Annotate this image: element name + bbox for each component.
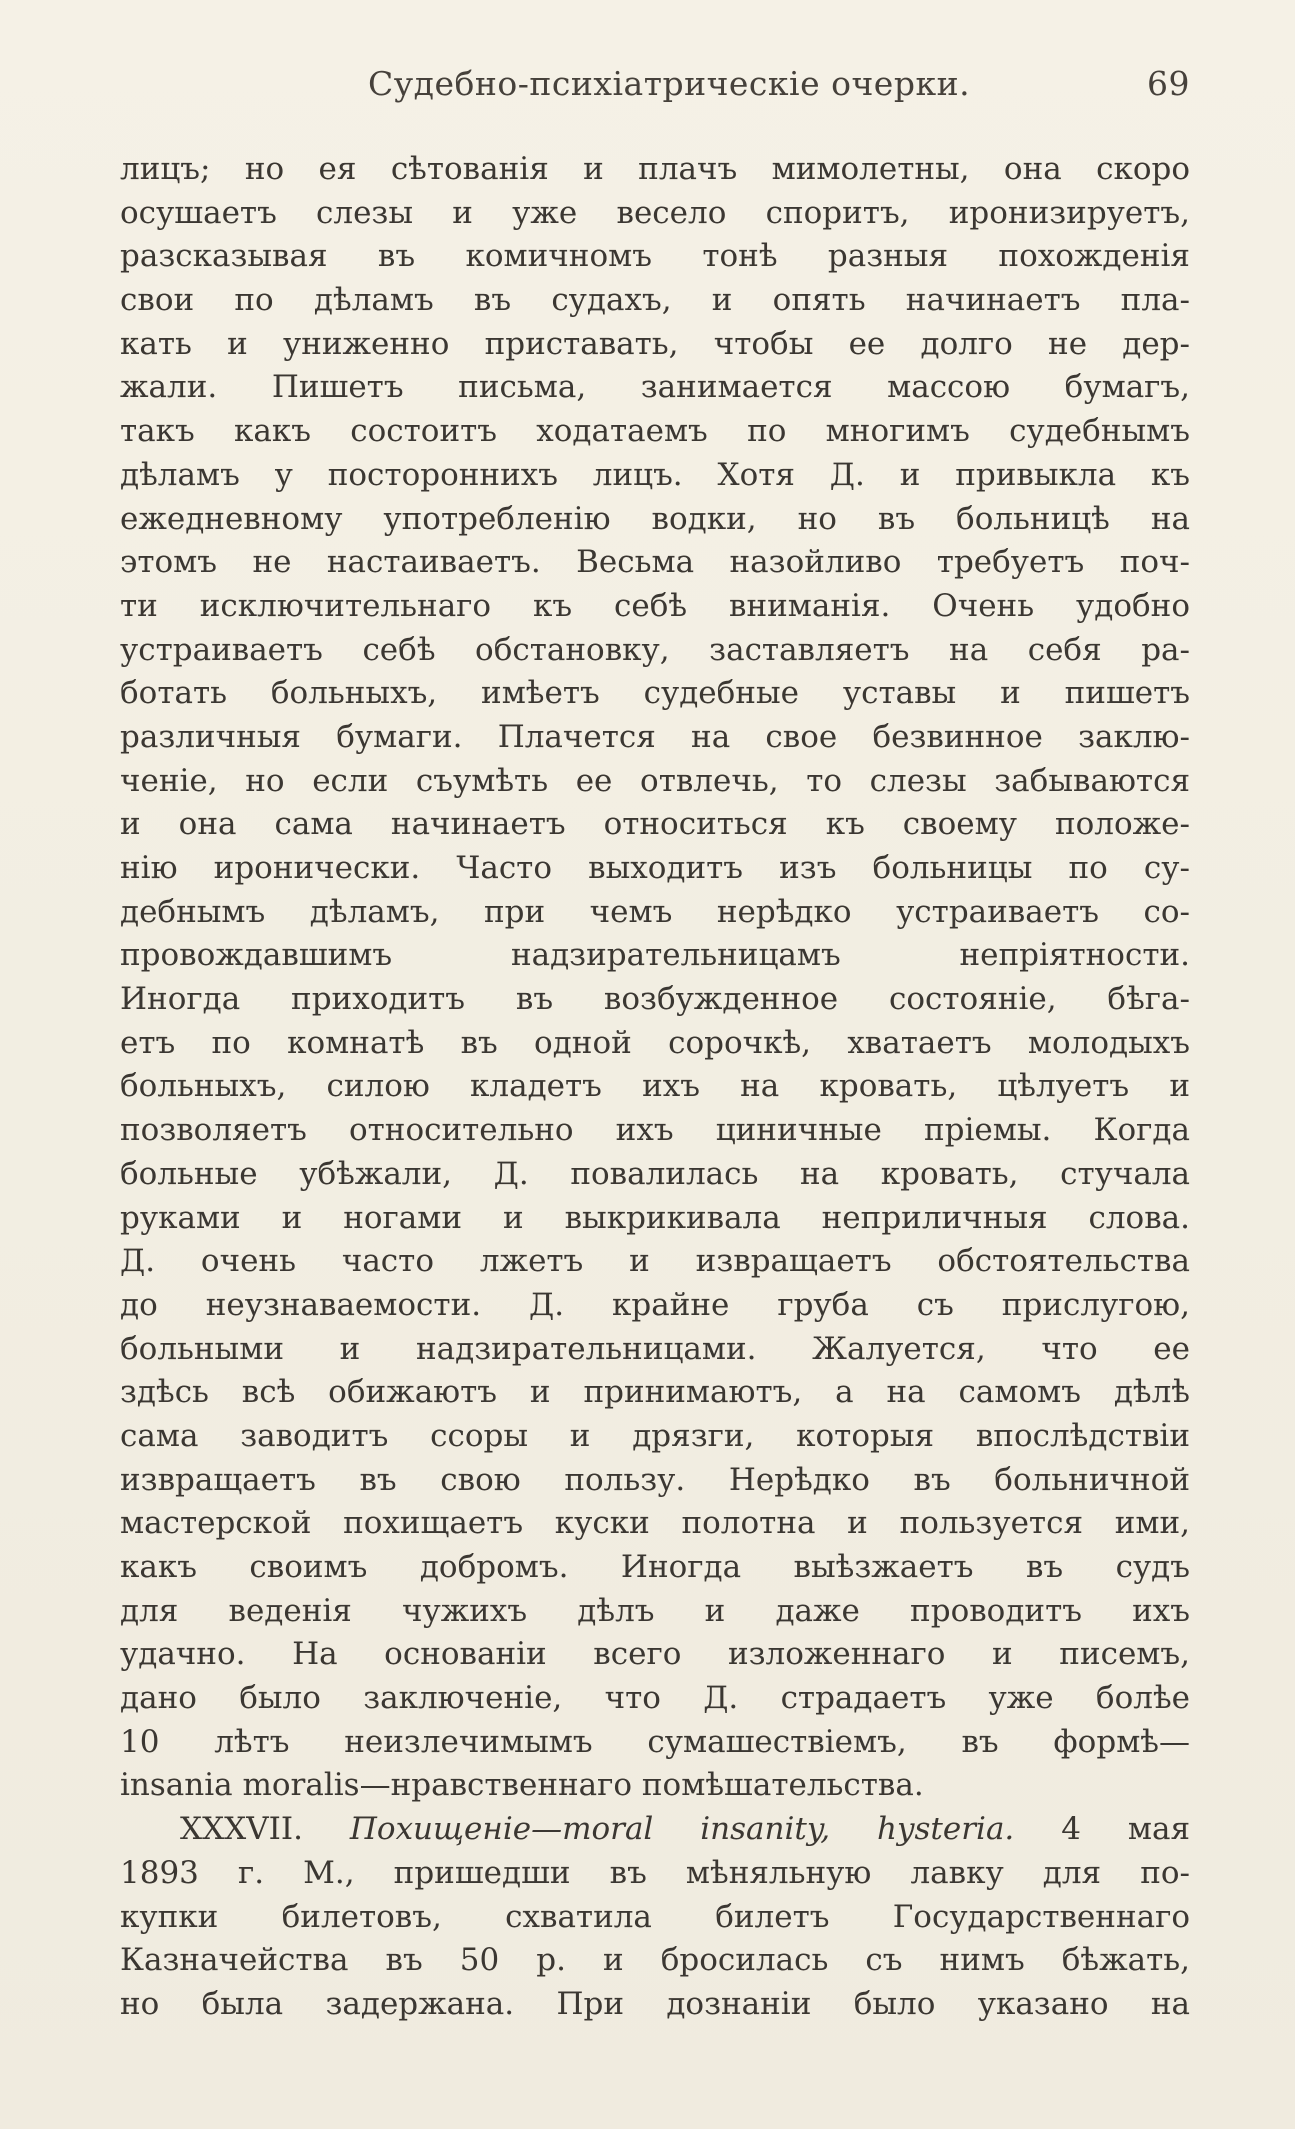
section-heading-line (120, 1808, 1190, 1852)
text-line: купки билетовъ, схватила билетъ Государственнаго (120, 1898, 1190, 1935)
text-line: руками и ногами и выкрикивала неприличныя слова. (120, 1199, 1190, 1236)
running-title: Судебно-психіатрическіе очерки. (368, 64, 971, 103)
text-line: провождавшимъ надзирательницамъ непріятности. (120, 937, 1190, 974)
text-line: до неузнаваемости. Д. крайне груба съ прислугою, (120, 1286, 1190, 1323)
text-line: мастерской похищаетъ куски полотна и пользуется ими, (120, 1505, 1190, 1542)
text-line: 10 лѣтъ неизлечимымъ сумашествіемъ, въ формѣ— (120, 1723, 1190, 1760)
text-line: ботать больныхъ, имѣетъ судебные уставы и пишетъ (120, 675, 1190, 712)
text-line: позволяетъ относительно ихъ циничные пріемы. Когда (120, 1112, 1190, 1149)
text-line: но была задержана. При дознаніи было указано на (120, 1985, 1190, 2022)
text-line: Иногда приходитъ въ возбужденное состояніе, бѣга- (120, 981, 1190, 1018)
text-line: больные убѣжали, Д. повалилась на кровать, стучала (120, 1155, 1190, 1192)
text-line: ченіе, но если съумѣть ее отвлечь, то слезы забываются (120, 762, 1190, 799)
body-text (120, 148, 1190, 2027)
text-line: извращаетъ въ свою пользу. Нерѣдко въ больничной (120, 1461, 1190, 1498)
text-line: сама заводитъ ссоры и дрязги, которыя впослѣдствіи (120, 1417, 1190, 1454)
text-line: устраиваетъ себѣ обстановку, заставляетъ на себя ра- (120, 631, 1190, 668)
text-line: такъ какъ состоитъ ходатаемъ по многимъ судебнымъ (120, 413, 1190, 450)
section-date-start: 4 мая (1061, 1811, 1190, 1848)
text-line: нію иронически. Часто выходитъ изъ больницы по су- (120, 850, 1190, 886)
text-line: етъ по комнатѣ въ одной сорочкѣ, хватаетъ молодыхъ (120, 1024, 1190, 1061)
text-line: Д. очень часто лжетъ и извращаетъ обстоятельства (120, 1243, 1190, 1280)
text-line: 1893 г. М., пришедши въ мѣняльную лавку для по- (120, 1854, 1190, 1891)
text-line: свои по дѣламъ въ судахъ, и опять начинаетъ пла- (120, 282, 1190, 319)
text-line: и она сама начинаетъ относиться къ своему положе- (120, 806, 1190, 843)
text-line: больныхъ, силою кладетъ ихъ на кровать, цѣлуетъ и (120, 1068, 1190, 1105)
text-line: больными и надзирательницами. Жалуется, что ее (120, 1330, 1190, 1367)
text-line: разсказывая въ комичномъ тонѣ разныя похожденія (120, 238, 1190, 275)
page-number: 69 (1147, 64, 1190, 103)
text-line: этомъ не настаиваетъ. Весьма назойливо требуетъ поч- (120, 544, 1190, 581)
text-line: кать и униженно приставать, чтобы ее долго не дер- (120, 325, 1190, 362)
section-number: XXXVII. (180, 1811, 303, 1848)
text-line: лицъ; но ея сѣтованія и плачъ мимолетны, она скоро (120, 151, 1190, 187)
running-head (120, 64, 1190, 108)
text-line: жали. Пишетъ письма, занимается массою бумагъ, (120, 369, 1190, 406)
text-line: дебнымъ дѣламъ, при чемъ нерѣдко устраиваетъ со- (120, 893, 1190, 930)
text-line: Казначейства въ 50 р. и бросилась съ нимъ бѣжать, (120, 1942, 1190, 1979)
text-line: различныя бумаги. Плачется на свое безвинное заклю- (120, 718, 1190, 755)
text-line: ежедневному употребленію водки, но въ больницѣ на (120, 500, 1190, 537)
paragraph-last-line: insania moralis—нравственнаго помѣшательства. (120, 1767, 924, 1804)
text-line: здѣсь всѣ обижаютъ и принимаютъ, а на самомъ дѣлѣ (120, 1374, 1190, 1411)
text-line: осушаетъ слезы и уже весело споритъ, иронизируетъ, (120, 194, 1190, 231)
text-line: какъ своимъ добромъ. Иногда выѣзжаетъ въ судъ (120, 1549, 1190, 1585)
section-title: Похищеніе—moral insanity, hysteria. (349, 1811, 1015, 1848)
text-line: ти исключительнаго къ себѣ вниманія. Очень удобно (120, 587, 1190, 624)
text-line: для веденія чужихъ дѣлъ и даже проводитъ ихъ (120, 1592, 1190, 1629)
text-line: удачно. На основаніи всего изложеннаго и писемъ, (120, 1636, 1190, 1673)
text-line: дано было заключеніе, что Д. страдаетъ уже болѣе (120, 1680, 1190, 1717)
text-line: дѣламъ у постороннихъ лицъ. Хотя Д. и привыкла къ (120, 456, 1190, 493)
